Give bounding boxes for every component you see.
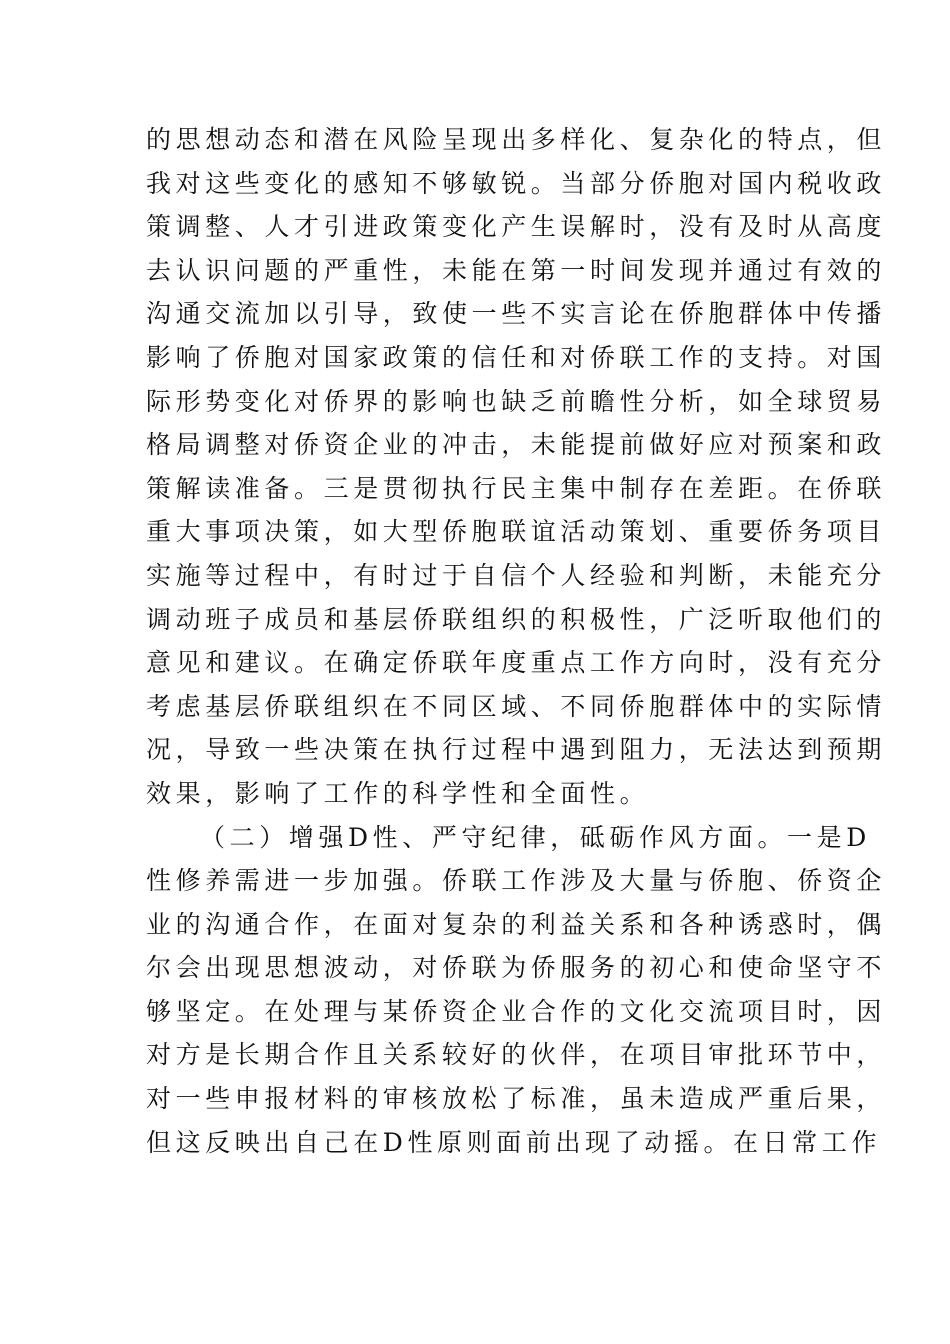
text-line: 况，导致一些决策在执行过程中遇到阻力，无法达到预期 (146, 735, 887, 765)
text-line: 性修养需进一步加强。侨联工作涉及大量与侨胞、侨资企 (146, 866, 887, 896)
text-line: 够坚定。在处理与某侨资企业合作的文化交流项目时，因 (146, 996, 887, 1026)
section-heading-line: （二）增强D性、严守纪律，砥砺作风方面。一是D (200, 822, 871, 852)
text-line: 但这反映出自己在D性原则面前出现了动摇。在日常工作 (146, 1127, 882, 1157)
text-line: 策调整、人才引进政策变化产生误解时，没有及时从高度 (146, 212, 887, 242)
text-line: 实施等过程中，有时过于自信个人经验和判断，未能充分 (146, 560, 887, 590)
text-line: 沟通交流加以引导，致使一些不实言论在侨胞群体中传播 (146, 299, 887, 329)
text-line: 意见和建议。在确定侨联年度重点工作方向时，没有充分 (146, 648, 887, 678)
text-line: 对方是长期合作且关系较好的伙伴，在项目审批环节中， (146, 1040, 887, 1070)
text-line: 的思想动态和潜在风险呈现出多样化、复杂化的特点，但 (146, 125, 887, 154)
text-line: 对一些申报材料的审核放松了标准，虽未造成严重后果， (146, 1084, 887, 1114)
text-line: 考虑基层侨联组织在不同区域、不同侨胞群体中的实际情 (146, 691, 887, 721)
text-line: 尔会出现思想波动，对侨联为侨服务的初心和使命坚守不 (146, 953, 887, 983)
text-line: 策解读准备。三是贯彻执行民主集中制存在差距。在侨联 (146, 473, 887, 503)
text-line: 影响了侨胞对国家政策的信任和对侨联工作的支持。对国 (146, 342, 887, 372)
text-line: 际形势变化对侨界的影响也缺乏前瞻性分析，如全球贸易 (146, 386, 887, 416)
text-line: 业的沟通合作，在面对复杂的利益关系和各种诱惑时，偶 (146, 909, 887, 939)
body-text (146, 118, 887, 1164)
text-line: 去认识问题的严重性，未能在第一时间发现并通过有效的 (146, 255, 887, 285)
text-line: 调动班子成员和基层侨联组织的积极性，广泛听取他们的 (146, 604, 887, 634)
text-line: 格局调整对侨资企业的冲击，未能提前做好应对预案和政 (146, 430, 887, 460)
text-line: 重大事项决策，如大型侨胞联谊活动策划、重要侨务项目 (146, 517, 887, 547)
text-line: 我对这些变化的感知不够敏锐。当部分侨胞对国内税收政 (146, 168, 887, 198)
paragraph-end-line: 效果，影响了工作的科学性和全面性。 (146, 778, 650, 808)
